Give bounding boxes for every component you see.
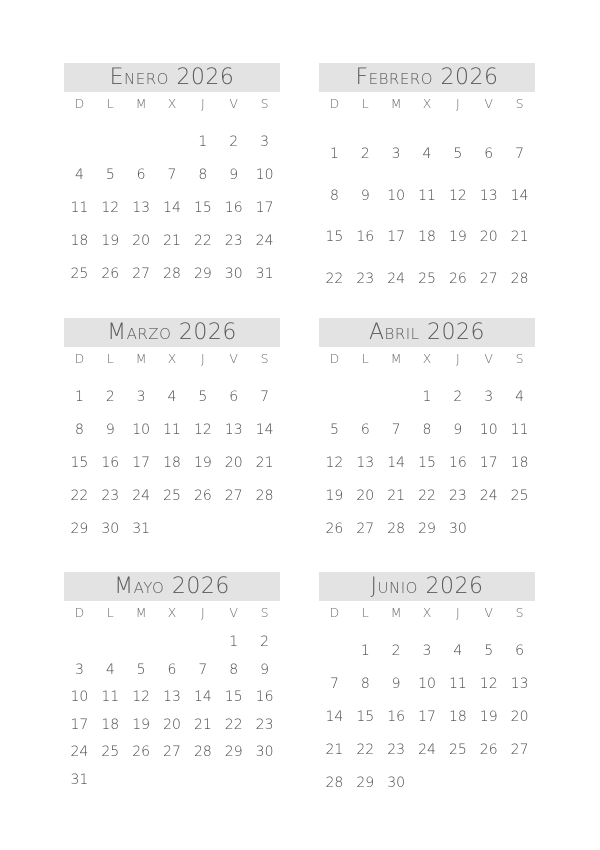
month-title: Junio 2026 bbox=[319, 572, 535, 601]
empty-cell bbox=[319, 634, 350, 667]
day-cell: 26 bbox=[193, 487, 212, 504]
weekday-header: M bbox=[390, 96, 402, 111]
day-cell: 15 bbox=[224, 689, 243, 706]
day-cell: 12 bbox=[448, 187, 467, 204]
day-cell: 5 bbox=[453, 146, 463, 163]
month-title: Mayo 2026 bbox=[64, 572, 280, 601]
empty-cell bbox=[126, 125, 157, 158]
day-cell: 26 bbox=[479, 741, 498, 758]
day-grid bbox=[64, 347, 280, 545]
day-cell: 9 bbox=[229, 166, 239, 183]
day-cell: 10 bbox=[418, 675, 436, 692]
day-cell: 6 bbox=[167, 661, 177, 678]
day-cell: 18 bbox=[70, 232, 89, 249]
day-cell: 24 bbox=[479, 487, 498, 504]
day-cell: 19 bbox=[193, 454, 212, 471]
day-cell: 17 bbox=[418, 708, 436, 725]
day-cell: 16 bbox=[101, 454, 120, 471]
day-cell: 16 bbox=[387, 708, 406, 725]
day-cell: 12 bbox=[325, 454, 344, 471]
day-cell: 24 bbox=[255, 232, 274, 249]
day-cell: 28 bbox=[325, 774, 344, 791]
day-cell: 15 bbox=[193, 199, 212, 216]
day-cell: 1 bbox=[329, 146, 339, 163]
day-cell: 15 bbox=[70, 454, 89, 471]
day-cell: 26 bbox=[101, 265, 120, 282]
day-cell: 10 bbox=[255, 166, 274, 183]
day-cell: 10 bbox=[70, 689, 89, 706]
day-cell: 13 bbox=[510, 675, 529, 692]
day-cell: 12 bbox=[479, 675, 498, 692]
day-cell: 27 bbox=[224, 487, 243, 504]
day-cell: 22 bbox=[224, 716, 243, 733]
weekday-header: L bbox=[106, 351, 114, 366]
day-cell: 13 bbox=[224, 421, 243, 438]
day-cell: 2 bbox=[105, 388, 115, 405]
day-cell: 7 bbox=[167, 166, 177, 183]
day-cell: 6 bbox=[136, 166, 146, 183]
day-cell: 7 bbox=[329, 675, 339, 692]
day-cell: 20 bbox=[510, 708, 529, 725]
empty-cell bbox=[95, 125, 126, 158]
day-cell: 4 bbox=[515, 388, 525, 405]
day-cell: 23 bbox=[448, 487, 467, 504]
day-cell: 1 bbox=[229, 634, 239, 651]
weekday-header: S bbox=[515, 96, 524, 111]
month-calendar bbox=[319, 63, 535, 300]
empty-cell bbox=[319, 380, 350, 413]
weekday-header: J bbox=[456, 605, 460, 620]
day-cell: 18 bbox=[510, 454, 529, 471]
weekday-header: X bbox=[422, 351, 432, 366]
weekday-header: X bbox=[422, 96, 432, 111]
weekday-header: V bbox=[229, 605, 238, 620]
day-cell: 23 bbox=[224, 232, 243, 249]
day-cell: 8 bbox=[74, 421, 84, 438]
day-cell: 13 bbox=[356, 454, 375, 471]
weekday-header: D bbox=[74, 351, 85, 366]
weekday-header: S bbox=[260, 605, 269, 620]
day-cell: 25 bbox=[448, 741, 467, 758]
month-calendar bbox=[64, 572, 280, 794]
day-cell: 1 bbox=[422, 388, 432, 405]
day-cell: 3 bbox=[136, 388, 146, 405]
day-cell: 24 bbox=[418, 741, 436, 758]
day-cell: 18 bbox=[101, 716, 120, 733]
weekday-header: M bbox=[390, 351, 402, 366]
day-cell: 7 bbox=[260, 388, 270, 405]
day-cell: 6 bbox=[515, 642, 525, 659]
weekday-header: X bbox=[167, 351, 177, 366]
weekday-header: J bbox=[201, 605, 205, 620]
day-cell: 21 bbox=[193, 716, 212, 733]
day-cell: 30 bbox=[224, 265, 243, 282]
day-cell: 29 bbox=[418, 520, 436, 537]
weekday-header: M bbox=[390, 605, 402, 620]
day-cell: 29 bbox=[356, 774, 375, 791]
weekday-header: J bbox=[201, 351, 205, 366]
day-cell: 25 bbox=[70, 265, 89, 282]
day-cell: 13 bbox=[479, 187, 498, 204]
day-cell: 8 bbox=[198, 166, 208, 183]
day-cell: 17 bbox=[479, 454, 498, 471]
month-title: Abril 2026 bbox=[319, 318, 535, 347]
day-cell: 22 bbox=[356, 741, 375, 758]
day-cell: 27 bbox=[510, 741, 529, 758]
weekday-header: S bbox=[515, 605, 524, 620]
day-cell: 17 bbox=[255, 199, 274, 216]
weekday-header: M bbox=[135, 605, 147, 620]
weekday-header: D bbox=[329, 351, 340, 366]
empty-cell bbox=[64, 629, 95, 657]
day-cell: 7 bbox=[391, 421, 401, 438]
day-cell: 23 bbox=[356, 270, 375, 287]
day-cell: 3 bbox=[260, 133, 270, 150]
day-cell: 29 bbox=[70, 520, 89, 537]
day-cell: 27 bbox=[479, 270, 498, 287]
day-cell: 30 bbox=[387, 774, 406, 791]
day-cell: 20 bbox=[163, 716, 181, 733]
day-cell: 14 bbox=[510, 187, 529, 204]
day-cell: 31 bbox=[255, 265, 274, 282]
day-cell: 19 bbox=[132, 716, 151, 733]
day-cell: 28 bbox=[163, 265, 181, 282]
month-calendar bbox=[64, 63, 280, 290]
weekday-header: V bbox=[484, 96, 493, 111]
day-cell: 17 bbox=[387, 229, 406, 246]
day-cell: 20 bbox=[132, 232, 151, 249]
month-title: Febrero 2026 bbox=[319, 63, 535, 92]
weekday-header: V bbox=[484, 351, 493, 366]
day-cell: 19 bbox=[101, 232, 120, 249]
day-cell: 13 bbox=[132, 199, 151, 216]
weekday-header: S bbox=[260, 96, 269, 111]
day-cell: 2 bbox=[360, 146, 370, 163]
day-cell: 7 bbox=[198, 661, 208, 678]
day-cell: 5 bbox=[136, 661, 146, 678]
day-cell: 4 bbox=[422, 146, 432, 163]
day-cell: 21 bbox=[387, 487, 406, 504]
weekday-header: D bbox=[74, 605, 85, 620]
day-cell: 8 bbox=[360, 675, 370, 692]
day-cell: 10 bbox=[132, 421, 151, 438]
day-cell: 25 bbox=[163, 487, 181, 504]
day-cell: 3 bbox=[484, 388, 494, 405]
day-cell: 14 bbox=[255, 421, 274, 438]
day-cell: 11 bbox=[448, 675, 467, 692]
day-cell: 8 bbox=[422, 421, 432, 438]
weekday-header: J bbox=[201, 96, 205, 111]
day-grid bbox=[319, 601, 535, 799]
day-cell: 14 bbox=[193, 689, 212, 706]
day-cell: 4 bbox=[74, 166, 84, 183]
day-cell: 11 bbox=[101, 689, 120, 706]
weekday-header: M bbox=[135, 351, 147, 366]
weekday-header: D bbox=[329, 605, 340, 620]
day-cell: 2 bbox=[229, 133, 239, 150]
day-cell: 1 bbox=[198, 133, 208, 150]
day-cell: 12 bbox=[193, 421, 212, 438]
day-cell: 2 bbox=[453, 388, 463, 405]
day-cell: 24 bbox=[70, 744, 89, 761]
day-cell: 16 bbox=[224, 199, 243, 216]
day-cell: 10 bbox=[387, 187, 406, 204]
day-cell: 11 bbox=[510, 421, 529, 438]
day-cell: 24 bbox=[132, 487, 151, 504]
day-cell: 22 bbox=[418, 487, 436, 504]
day-cell: 30 bbox=[255, 744, 274, 761]
weekday-header: M bbox=[135, 96, 147, 111]
day-cell: 12 bbox=[101, 199, 120, 216]
weekday-header: L bbox=[361, 96, 369, 111]
day-cell: 9 bbox=[260, 661, 270, 678]
day-cell: 29 bbox=[224, 744, 243, 761]
day-cell: 14 bbox=[325, 708, 344, 725]
month-calendar bbox=[64, 318, 280, 545]
day-cell: 26 bbox=[132, 744, 151, 761]
day-cell: 2 bbox=[260, 634, 270, 651]
empty-cell bbox=[187, 629, 218, 657]
day-grid bbox=[64, 92, 280, 290]
day-cell: 15 bbox=[418, 454, 436, 471]
day-cell: 6 bbox=[360, 421, 370, 438]
day-cell: 4 bbox=[167, 388, 177, 405]
day-cell: 21 bbox=[510, 229, 529, 246]
day-cell: 23 bbox=[387, 741, 406, 758]
empty-cell bbox=[126, 629, 157, 657]
empty-cell bbox=[157, 629, 188, 657]
weekday-header: X bbox=[422, 605, 432, 620]
day-cell: 27 bbox=[132, 265, 151, 282]
day-grid bbox=[64, 601, 280, 794]
empty-cell bbox=[350, 380, 381, 413]
weekday-header: D bbox=[74, 96, 85, 111]
day-cell: 28 bbox=[255, 487, 274, 504]
day-cell: 9 bbox=[453, 421, 463, 438]
day-cell: 30 bbox=[448, 520, 467, 537]
day-cell: 26 bbox=[325, 520, 344, 537]
day-cell: 15 bbox=[325, 229, 344, 246]
day-cell: 5 bbox=[198, 388, 208, 405]
day-cell: 16 bbox=[448, 454, 467, 471]
day-cell: 11 bbox=[418, 187, 436, 204]
day-cell: 8 bbox=[229, 661, 239, 678]
weekday-header: X bbox=[167, 96, 177, 111]
day-cell: 15 bbox=[356, 708, 375, 725]
day-cell: 20 bbox=[479, 229, 498, 246]
day-cell: 17 bbox=[70, 716, 89, 733]
weekday-header: V bbox=[229, 96, 238, 111]
month-calendar bbox=[319, 318, 535, 545]
day-cell: 11 bbox=[163, 421, 181, 438]
day-cell: 16 bbox=[255, 689, 274, 706]
month-title: Marzo 2026 bbox=[64, 318, 280, 347]
day-cell: 31 bbox=[70, 771, 89, 788]
day-cell: 6 bbox=[229, 388, 239, 405]
day-cell: 28 bbox=[387, 520, 406, 537]
empty-cell bbox=[157, 125, 188, 158]
weekday-header: L bbox=[361, 351, 369, 366]
day-cell: 6 bbox=[484, 146, 494, 163]
day-cell: 25 bbox=[418, 270, 436, 287]
day-cell: 18 bbox=[448, 708, 467, 725]
day-cell: 26 bbox=[448, 270, 467, 287]
day-cell: 4 bbox=[453, 642, 463, 659]
empty-cell bbox=[95, 629, 126, 657]
weekday-header: D bbox=[329, 96, 340, 111]
weekday-header: L bbox=[361, 605, 369, 620]
weekday-header: S bbox=[515, 351, 524, 366]
day-cell: 30 bbox=[101, 520, 120, 537]
weekday-header: V bbox=[484, 605, 493, 620]
day-cell: 27 bbox=[356, 520, 375, 537]
day-cell: 22 bbox=[193, 232, 212, 249]
day-cell: 25 bbox=[510, 487, 529, 504]
day-cell: 19 bbox=[325, 487, 344, 504]
day-cell: 20 bbox=[224, 454, 243, 471]
day-cell: 24 bbox=[387, 270, 406, 287]
day-cell: 19 bbox=[448, 229, 467, 246]
day-cell: 12 bbox=[132, 689, 151, 706]
day-cell: 29 bbox=[193, 265, 212, 282]
day-grid bbox=[319, 92, 535, 300]
day-cell: 11 bbox=[70, 199, 89, 216]
weekday-header: L bbox=[106, 96, 114, 111]
day-cell: 21 bbox=[325, 741, 344, 758]
day-cell: 28 bbox=[193, 744, 212, 761]
day-grid bbox=[319, 347, 535, 545]
day-cell: 3 bbox=[422, 642, 432, 659]
day-cell: 3 bbox=[391, 146, 401, 163]
month-title: Enero 2026 bbox=[64, 63, 280, 92]
day-cell: 4 bbox=[105, 661, 115, 678]
day-cell: 5 bbox=[105, 166, 115, 183]
day-cell: 22 bbox=[325, 270, 344, 287]
day-cell: 1 bbox=[360, 642, 370, 659]
day-cell: 8 bbox=[329, 187, 339, 204]
empty-cell bbox=[381, 380, 412, 413]
day-cell: 23 bbox=[255, 716, 274, 733]
day-cell: 21 bbox=[163, 232, 181, 249]
day-cell: 10 bbox=[479, 421, 498, 438]
day-cell: 13 bbox=[163, 689, 181, 706]
day-cell: 19 bbox=[479, 708, 498, 725]
weekday-header: J bbox=[456, 96, 460, 111]
day-cell: 21 bbox=[255, 454, 274, 471]
day-cell: 17 bbox=[132, 454, 151, 471]
day-cell: 22 bbox=[70, 487, 89, 504]
day-cell: 2 bbox=[391, 642, 401, 659]
day-cell: 5 bbox=[484, 642, 494, 659]
weekday-header: S bbox=[260, 351, 269, 366]
day-cell: 28 bbox=[510, 270, 529, 287]
day-cell: 16 bbox=[356, 229, 375, 246]
day-cell: 25 bbox=[101, 744, 120, 761]
day-cell: 23 bbox=[101, 487, 120, 504]
day-cell: 31 bbox=[132, 520, 151, 537]
empty-cell bbox=[64, 125, 95, 158]
day-cell: 7 bbox=[515, 146, 525, 163]
day-cell: 9 bbox=[360, 187, 370, 204]
day-cell: 14 bbox=[163, 199, 181, 216]
day-cell: 18 bbox=[163, 454, 181, 471]
weekday-header: L bbox=[106, 605, 114, 620]
day-cell: 20 bbox=[356, 487, 375, 504]
day-cell: 5 bbox=[329, 421, 339, 438]
day-cell: 3 bbox=[74, 661, 84, 678]
day-cell: 27 bbox=[163, 744, 181, 761]
weekday-header: V bbox=[229, 351, 238, 366]
day-cell: 14 bbox=[387, 454, 406, 471]
weekday-header: X bbox=[167, 605, 177, 620]
day-cell: 1 bbox=[74, 388, 84, 405]
day-cell: 18 bbox=[418, 229, 436, 246]
day-cell: 9 bbox=[391, 675, 401, 692]
weekday-header: J bbox=[456, 351, 460, 366]
day-cell: 9 bbox=[105, 421, 115, 438]
month-calendar bbox=[319, 572, 535, 799]
